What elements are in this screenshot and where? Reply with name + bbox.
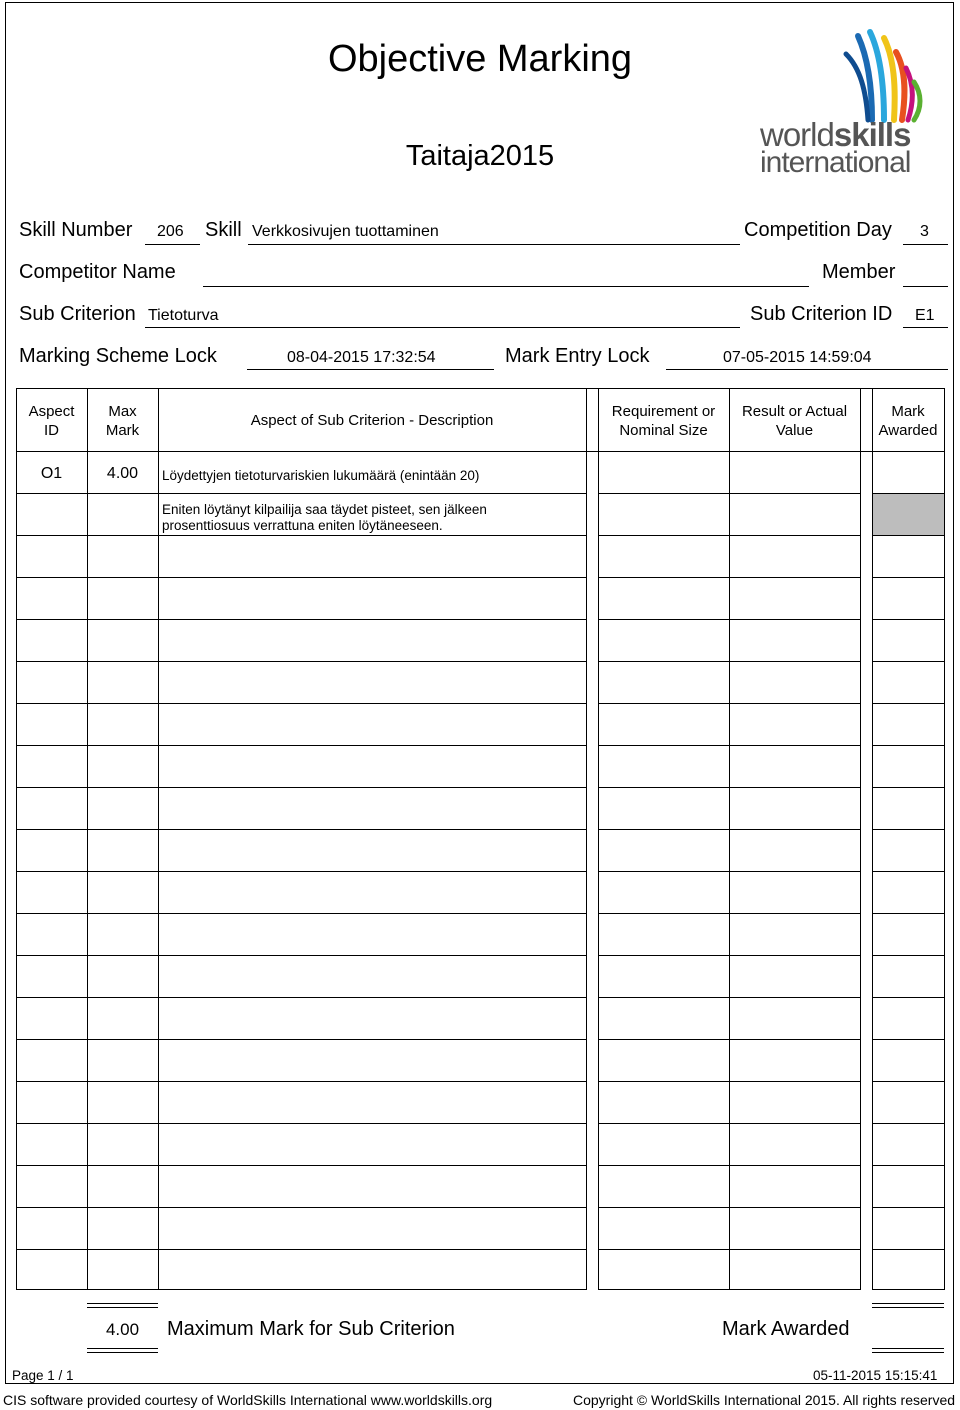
copyright-notice: Copyright © WorldSkills International 2015. All rights reserved [573, 1392, 956, 1408]
page-frame [5, 2, 954, 1384]
row-divider [598, 661, 861, 662]
sub-criterion-value: Tietoturva [148, 307, 219, 324]
row-divider [598, 1165, 861, 1166]
row-divider [16, 1081, 587, 1082]
row-divider [598, 997, 861, 998]
row-divider [598, 703, 861, 704]
competition-day-value: 3 [920, 223, 929, 240]
worldskills-logo-icon [838, 28, 928, 123]
row-divider [16, 577, 587, 578]
row-divider [16, 1165, 587, 1166]
page-title: Objective Marking [327, 38, 633, 80]
row-divider [16, 871, 587, 872]
row-divider [598, 1123, 861, 1124]
row-divider [872, 997, 944, 998]
row-divider [16, 661, 587, 662]
row-divider [872, 661, 944, 662]
competitor-name-label: Competitor Name [19, 261, 176, 283]
software-credit: CIS software provided courtesy of WorldSkills International www.worldskills.org [3, 1392, 493, 1408]
row-divider [598, 535, 861, 536]
row-divider [872, 577, 944, 578]
row-divider [872, 955, 944, 956]
sub-criterion-id-value: E1 [915, 307, 935, 324]
max-total-value: 4.00 [105, 1320, 140, 1339]
col-header-requirement: Requirement or Nominal Size [611, 403, 716, 439]
row-divider [872, 1249, 944, 1250]
mark-entry-lock-label: Mark Entry Lock [505, 345, 650, 367]
max-total-label: Maximum Mark for Sub Criterion [167, 1318, 455, 1340]
table-row [16, 451, 944, 493]
row-divider [16, 1207, 587, 1208]
row-divider [598, 913, 861, 914]
row-divider [872, 745, 944, 746]
row-divider [872, 535, 944, 536]
max-mark-cell: 4.00 [106, 465, 139, 482]
col-header-max-mark: Max Mark [105, 403, 140, 439]
col-header-description: Aspect of Sub Criterion - Description [250, 412, 494, 429]
row-divider [872, 1123, 944, 1124]
row-divider [872, 1039, 944, 1040]
description-cell: Eniten löytänyt kilpailija saa täydet pisteet, sen jälkeen prosenttiosuus verrattuna eniten löytäneeseen. [162, 502, 487, 533]
row-divider [16, 787, 587, 788]
row-divider [16, 913, 587, 914]
sub-criterion-label: Sub Criterion [19, 303, 136, 325]
table-row [16, 493, 944, 535]
skill-number-label: Skill Number [19, 219, 133, 241]
row-divider [872, 829, 944, 830]
col-header-mark-awarded: Mark Awarded [878, 403, 938, 439]
row-divider [16, 535, 587, 536]
sub-criterion-id-label: Sub Criterion ID [750, 303, 893, 325]
col-header-aspect-id: Aspect ID [28, 403, 75, 439]
mark-awarded-label: Mark Awarded [722, 1318, 850, 1340]
col-header-result: Result or Actual Value [741, 403, 848, 439]
competition-day-label: Competition Day [744, 219, 892, 241]
marking-scheme-lock-label: Marking Scheme Lock [19, 345, 217, 367]
description-cell: Löydettyjen tietoturvariskien lukumäärä (enintään 20) [162, 468, 480, 483]
skill-label: Skill [205, 219, 242, 241]
mark-entry-lock-value: 07-05-2015 14:59:04 [723, 349, 872, 366]
row-divider [16, 619, 587, 620]
row-divider [872, 1207, 944, 1208]
row-divider [16, 997, 587, 998]
row-divider [16, 703, 587, 704]
skill-name-value: Verkkosivujen tuottaminen [252, 223, 439, 240]
row-divider [598, 1207, 861, 1208]
row-divider [16, 1039, 587, 1040]
skill-number-value: 206 [157, 223, 184, 240]
worldskills-logo [760, 28, 930, 178]
logo-word-skills: skills [833, 116, 911, 153]
row-divider [16, 1249, 587, 1250]
page-number: Page 1 / 1 [12, 1368, 74, 1383]
logo-word-world: world [760, 116, 834, 153]
row-divider [598, 955, 861, 956]
row-divider [872, 1165, 944, 1166]
marking-scheme-lock-value: 08-04-2015 17:32:54 [287, 349, 436, 366]
row-divider [598, 829, 861, 830]
row-divider [872, 871, 944, 872]
event-title: Taitaja2015 [405, 140, 555, 172]
aspect-id-cell: O1 [40, 465, 63, 482]
row-divider [16, 829, 587, 830]
row-divider [598, 1249, 861, 1250]
row-divider [16, 1123, 587, 1124]
row-divider [598, 787, 861, 788]
row-divider [16, 955, 587, 956]
row-divider [598, 577, 861, 578]
row-divider [872, 619, 944, 620]
row-divider [598, 1039, 861, 1040]
row-divider [598, 871, 861, 872]
row-divider [598, 1081, 861, 1082]
print-timestamp: 05-11-2015 15:15:41 [813, 1368, 938, 1383]
row-divider [872, 913, 944, 914]
row-divider [598, 619, 861, 620]
row-divider [598, 745, 861, 746]
row-divider [872, 787, 944, 788]
row-divider [872, 703, 944, 704]
member-label: Member [822, 261, 896, 283]
row-divider [16, 745, 587, 746]
row-divider [872, 1081, 944, 1082]
logo-word-international: international [760, 146, 911, 179]
